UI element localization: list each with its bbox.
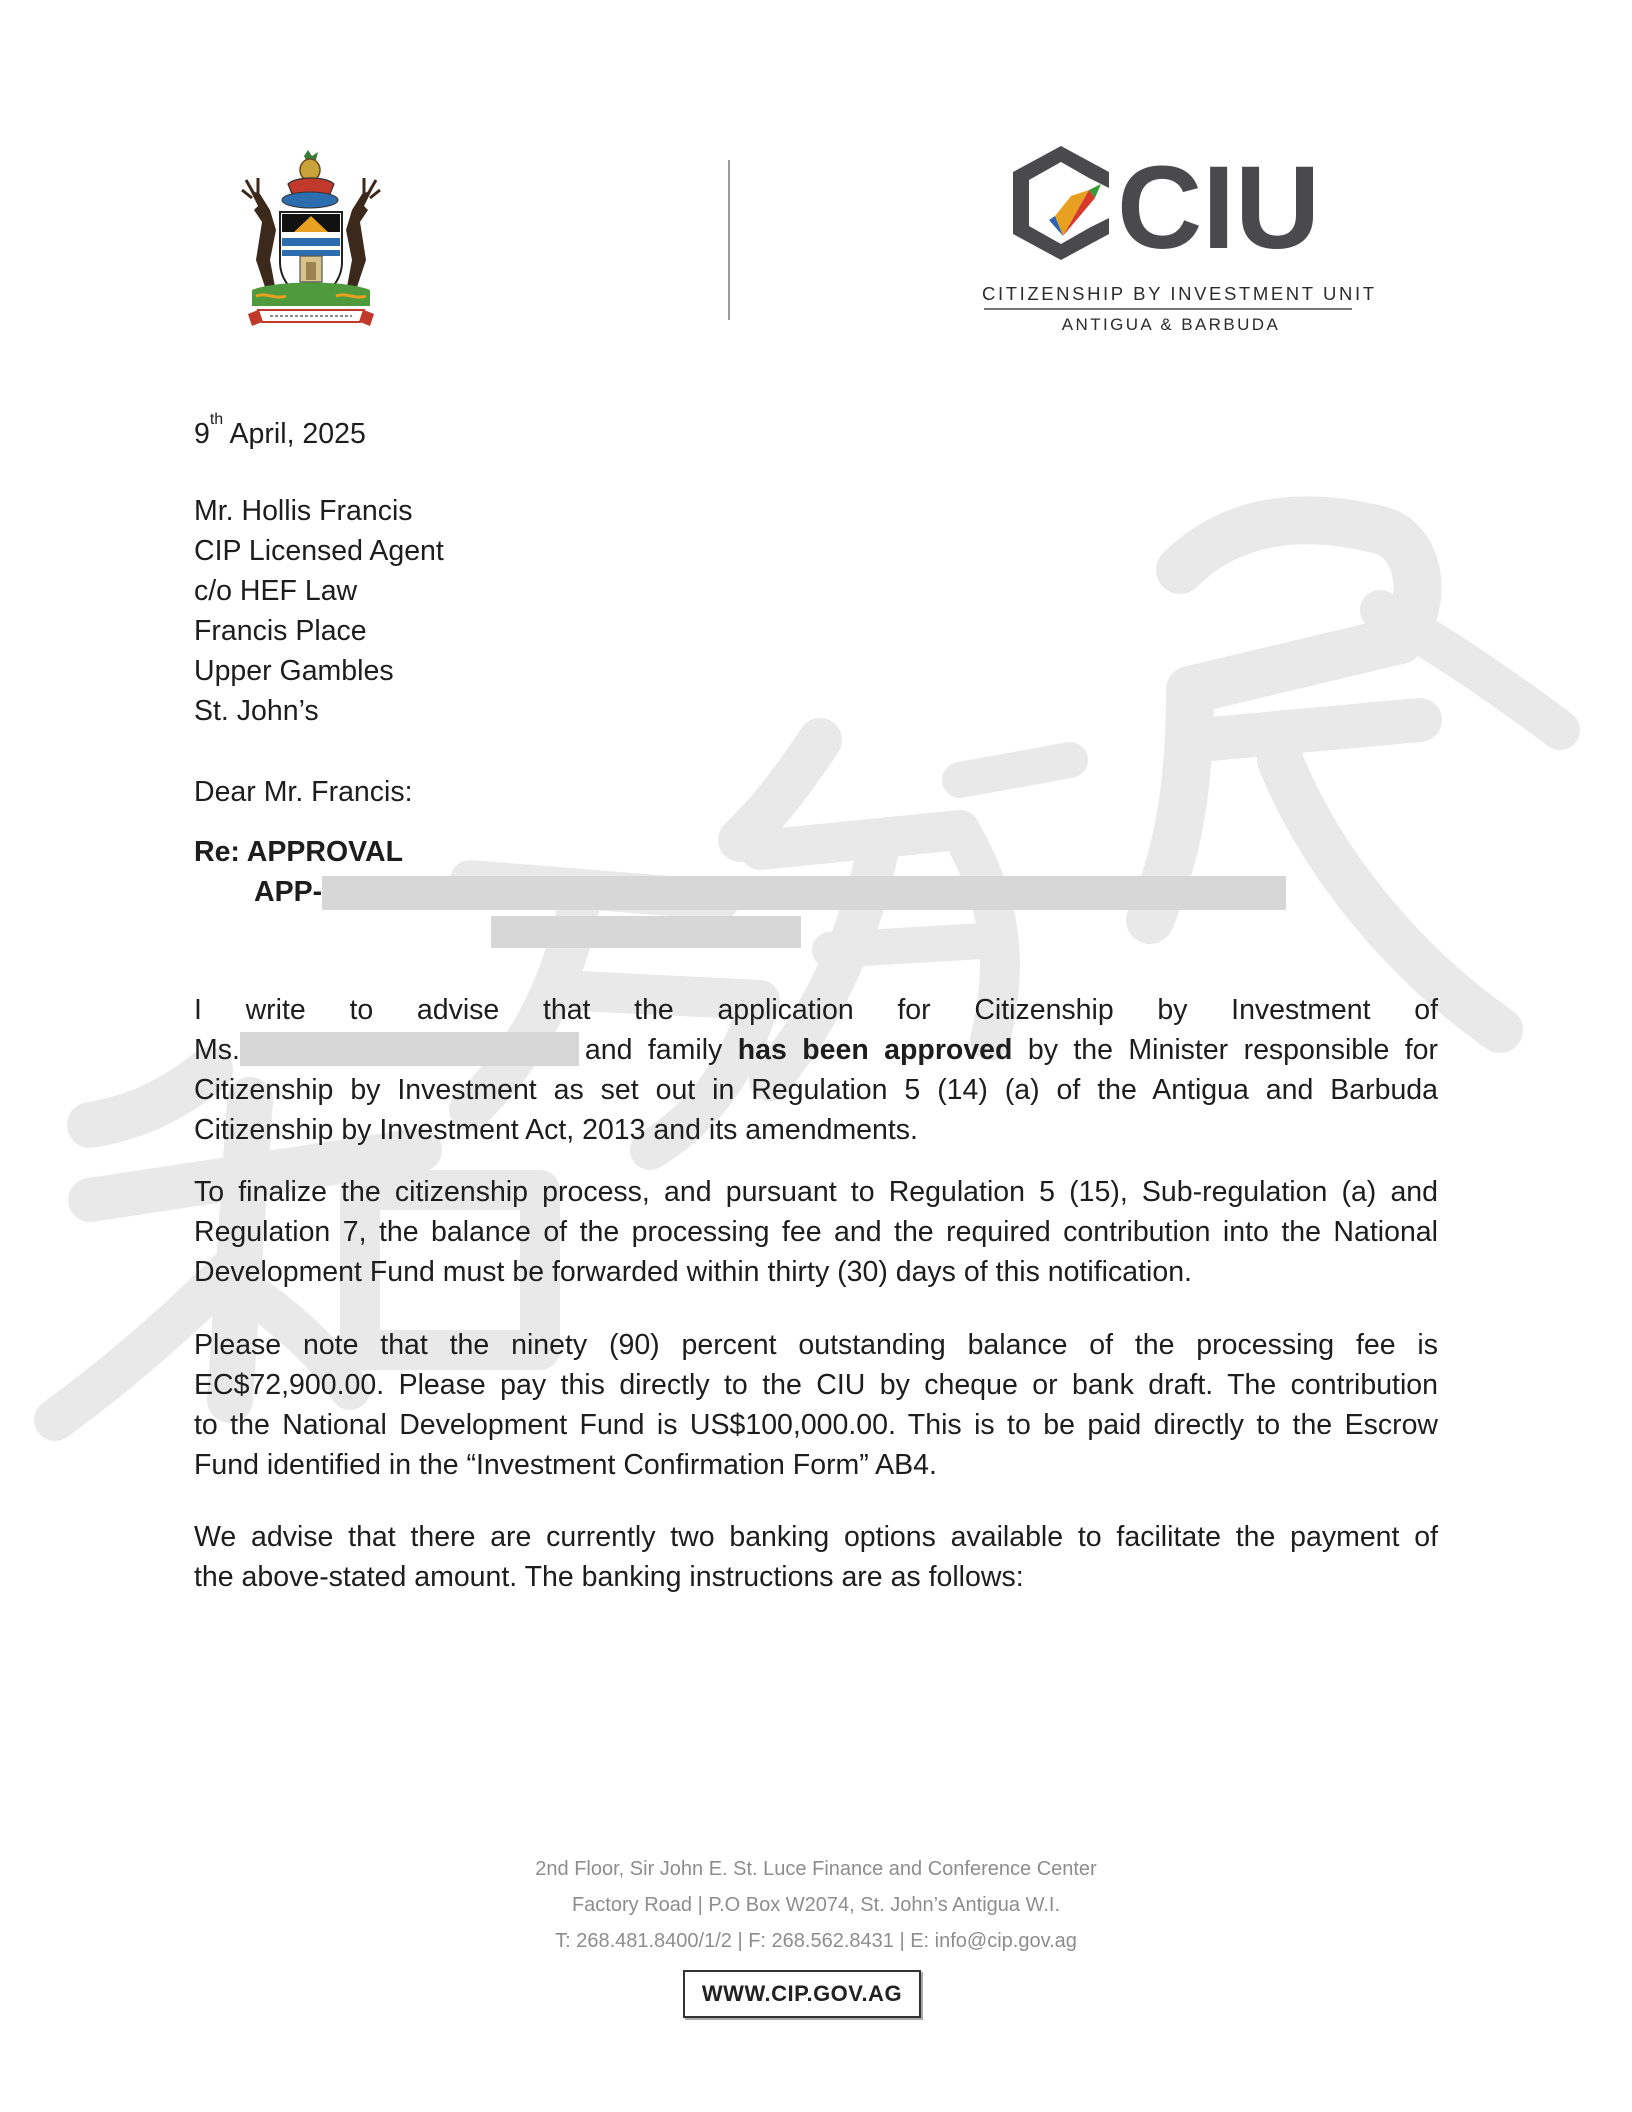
paragraph-approval <box>194 990 1438 1150</box>
paragraph-line: We advise that there are currently two banking options available to facilitate the payment of <box>194 1521 1438 1553</box>
paragraph-line: Development Fund must be forwarded within thirty (30) days of this notification. <box>194 1256 1192 1288</box>
paragraph-line: To finalize the citizenship process, and pursuant to Regulation 5 (15), Sub-regulation (a) and <box>194 1176 1438 1208</box>
paragraph-line: Citizenship by Investment as set out in Regulation 5 (14) (a) of the Antigua and Barbuda <box>194 1074 1438 1106</box>
paragraph-line: EC$72,900.00. Please pay this directly to the CIU by cheque or bank draft. The contribution <box>194 1369 1438 1401</box>
paragraph-line: Regulation 7, the balance of the processing fee and the required contribution into the National <box>194 1216 1438 1248</box>
redaction-bar <box>491 916 801 948</box>
redaction-bar <box>240 1032 579 1066</box>
date-day: 9 <box>194 418 210 450</box>
recipient-line: CIP Licensed Agent <box>194 535 444 567</box>
recipient-address <box>194 491 444 731</box>
paragraph-fees <box>194 1325 1438 1485</box>
footer-address: 2nd Floor, Sir John E. St. Luce Finance and Conference Center <box>535 1858 1097 1880</box>
honorific: Ms. <box>194 1034 240 1066</box>
logo-rule <box>984 308 1352 310</box>
paragraph-finalize <box>194 1172 1438 1292</box>
subject-line: Re: APPROVAL <box>194 836 404 868</box>
coat-of-arms-icon <box>236 150 386 332</box>
paragraph-line: Citizenship by Investment Act, 2013 and its amendments. <box>194 1114 918 1146</box>
paragraph-line: I write to advise that the application for Citizenship by Investment of <box>194 994 1438 1026</box>
salutation: Dear Mr. Francis: <box>194 776 413 808</box>
paragraph-line: to the National Development Fund is US$100,000.00. This is to be paid directly to the Escrow <box>194 1409 1438 1441</box>
recipient-line: St. John’s <box>194 695 319 727</box>
date-rest: April, 2025 <box>223 418 366 450</box>
header-divider <box>728 160 730 320</box>
date-suffix: th <box>209 411 224 428</box>
ciu-hexagon-icon <box>1013 146 1109 260</box>
paragraph-line: the above-stated amount. The banking instructions are as follows: <box>194 1561 1024 1593</box>
text-run: by the Minister responsible for <box>1012 1034 1438 1066</box>
ciu-logo-text: CIU <box>1117 142 1321 266</box>
website-link[interactable]: WWW.CIP.GOV.AG <box>683 1970 921 2018</box>
letter-date <box>194 411 366 454</box>
recipient-line: Mr. Hollis Francis <box>194 495 413 527</box>
footer-contact: T: 268.481.8400/1/2 | F: 268.562.8431 | E: info@cip.gov.ag <box>555 1930 1077 1952</box>
approval-highlight: has been approved <box>737 1034 1013 1066</box>
paragraph-line: Please note that the ninety (90) percent outstanding balance of the processing fee is <box>194 1329 1438 1361</box>
redaction-bar <box>322 876 1286 910</box>
recipient-line: Upper Gambles <box>194 655 394 687</box>
ciu-logo <box>1005 140 1337 266</box>
recipient-line: c/o HEF Law <box>194 575 358 607</box>
paragraph-line: Fund identified in the “Investment Confirmation Form” AB4. <box>194 1449 937 1481</box>
recipient-line: Francis Place <box>194 615 367 647</box>
unit-name: CITIZENSHIP BY INVESTMENT UNIT <box>982 283 1377 304</box>
application-number: APP- <box>254 876 323 908</box>
unit-country: ANTIGUA & BARBUDA <box>1061 315 1281 334</box>
paragraph-banking <box>194 1517 1438 1597</box>
text-run: and family <box>584 1034 738 1066</box>
footer-postal: Factory Road | P.O Box W2074, St. John’s Antigua W.I. <box>571 1894 1061 1916</box>
